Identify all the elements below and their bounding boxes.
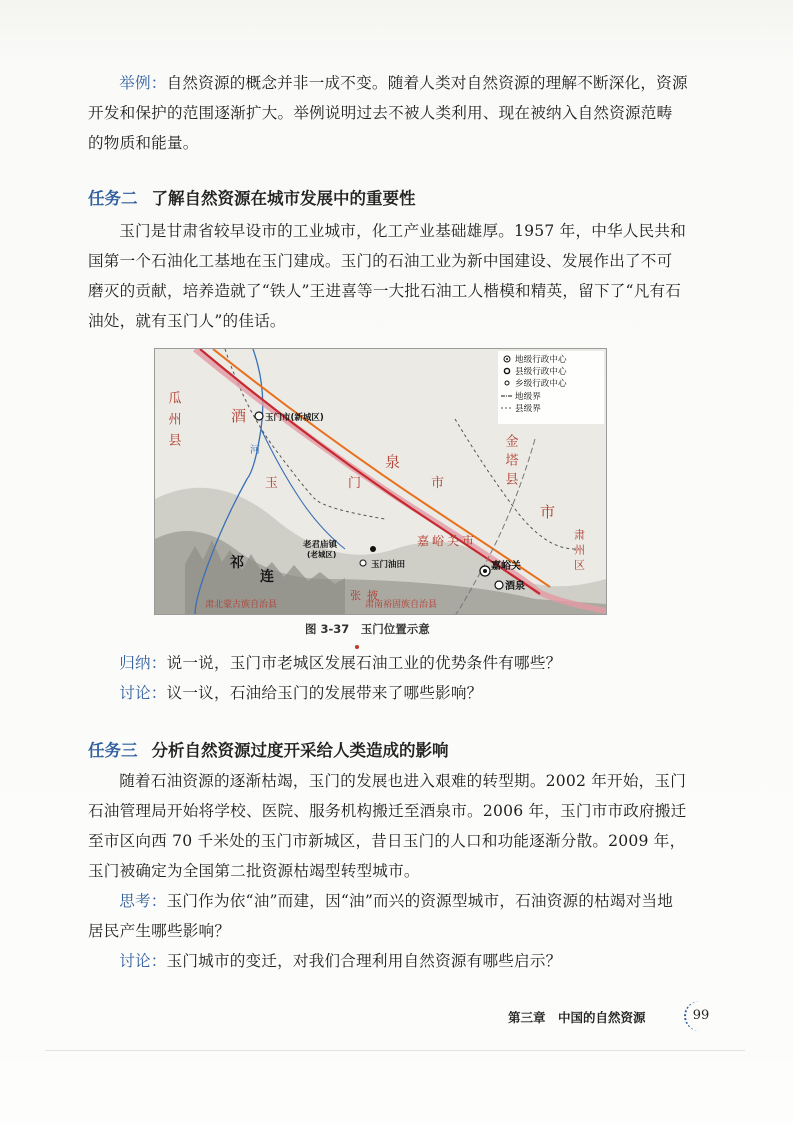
task3-title: 分析自然资源过度开采给人类造成的影响 bbox=[151, 741, 449, 760]
discuss1-text: 议一议，石油给玉门的发展带来了哪些影响？ bbox=[166, 684, 483, 702]
example-lead: 举例： bbox=[119, 74, 167, 92]
yumen-location-map bbox=[154, 348, 607, 615]
task2-paragraph: 玉门是甘肃省较早设市的工业城市，化工产业基础雄厚。1957 年，中华人民共和国第一个石油化工基地在玉门建成。玉门的石油工业为新中国建设、发展作出了不可磨灭的贡献，培养造就了“铁人”王进喜等一大批石油工人楷模和精英，留下了“凡有石油处，就有玉门人”的佳话。 bbox=[88, 222, 687, 330]
think-lead: 思考： bbox=[119, 892, 167, 910]
label-laojun: 老君庙镇 bbox=[303, 540, 338, 550]
label-lian: 连 bbox=[260, 569, 274, 585]
summarize-text: 说一说，玉门市老城区发展石油工业的优势条件有哪些？ bbox=[166, 654, 562, 672]
label-zhang: 张 bbox=[350, 589, 361, 602]
think-text: 玉门作为依“油”而建，因“油”而兴的资源型城市，石油资源的枯竭对当地居民产生哪些影响？ bbox=[88, 892, 674, 940]
label-suzhou: 肃州区 bbox=[572, 529, 586, 574]
discuss2-lead: 讨论： bbox=[119, 952, 167, 970]
label-jiayuguan-city: 嘉峪关市 bbox=[417, 534, 478, 548]
think-paragraph bbox=[88, 886, 688, 946]
label-laocheng: (老城区) bbox=[307, 550, 337, 559]
label-quan: 泉 bbox=[385, 453, 401, 471]
example-text: 自然资源的概念并非一成不变。随着人类对自然资源的理解不断深化，资源开发和保护的范围逐渐扩大。举例说明过去不被人类利用、现在被纳入自然资源范畴的物质和能量。 bbox=[88, 74, 688, 152]
legend-county: 县级行政中心 bbox=[515, 367, 567, 377]
page-edge bbox=[45, 1050, 745, 1051]
label-he: 河 bbox=[247, 444, 259, 454]
discuss2-text: 玉门城市的变迁，对我们合理利用自然资源有哪些启示？ bbox=[166, 952, 562, 970]
map-caption: 图 3-37 玉门位置示意 bbox=[305, 622, 430, 636]
label-jinta: 金塔县 bbox=[502, 434, 518, 491]
example-paragraph bbox=[88, 68, 688, 158]
legend-prefecture: 地级行政中心 bbox=[515, 355, 567, 365]
discuss1-lead: 讨论： bbox=[119, 684, 167, 702]
label-ye: 掖 bbox=[367, 589, 378, 602]
label-shi: 市 bbox=[540, 503, 556, 521]
discuss2-paragraph bbox=[88, 946, 688, 976]
legend-township: 乡级行政中心 bbox=[515, 379, 567, 389]
label-qi: 祁 bbox=[230, 555, 244, 571]
task3-number: 任务三 bbox=[88, 741, 138, 760]
label-sunan: 肃南裕固族自治县 bbox=[365, 600, 438, 610]
task2-number: 任务二 bbox=[88, 189, 138, 208]
discuss1-paragraph bbox=[88, 678, 688, 708]
task3-paragraph: 随着石油资源的逐渐枯竭，玉门的发展也进入艰难的转型期。2002 年开始，玉门石油管理局开始将学校、医院、服务机构搬迁至酒泉市。2006 年，玉门市市政府搬迁至市区向西 70 千米处的玉门市新城区，昔日玉门的人口和功能逐渐分散。2009 年，玉门被确定为全国第二批资源枯竭型转型城市。 bbox=[88, 772, 687, 880]
label-guazhou: 瓜州县 bbox=[165, 391, 181, 454]
summarize-lead: 归纳： bbox=[119, 654, 167, 672]
label-yumen-new: 玉门市(新城区) bbox=[265, 413, 324, 423]
summarize-paragraph bbox=[88, 648, 688, 678]
label-subei: 肃北蒙古族自治县 bbox=[205, 600, 278, 610]
label-jiuquan: 酒泉 bbox=[505, 581, 525, 592]
task2-title: 了解自然资源在城市发展中的重要性 bbox=[151, 189, 416, 208]
page-number: 99 bbox=[684, 1001, 716, 1031]
legend-county-border: 县级界 bbox=[515, 404, 541, 414]
label-oilfield: 玉门油田 bbox=[371, 560, 406, 570]
label-jiu: 酒 bbox=[231, 407, 247, 425]
legend-prefecture-border: 地级界 bbox=[515, 392, 541, 402]
label-yumen: 玉门市 bbox=[265, 476, 515, 491]
task3-heading bbox=[88, 737, 449, 761]
label-jiayu: 嘉峪关 bbox=[491, 561, 521, 572]
chapter-footer: 第三章 中国的自然资源 bbox=[508, 1010, 646, 1025]
task2-heading bbox=[88, 185, 416, 209]
